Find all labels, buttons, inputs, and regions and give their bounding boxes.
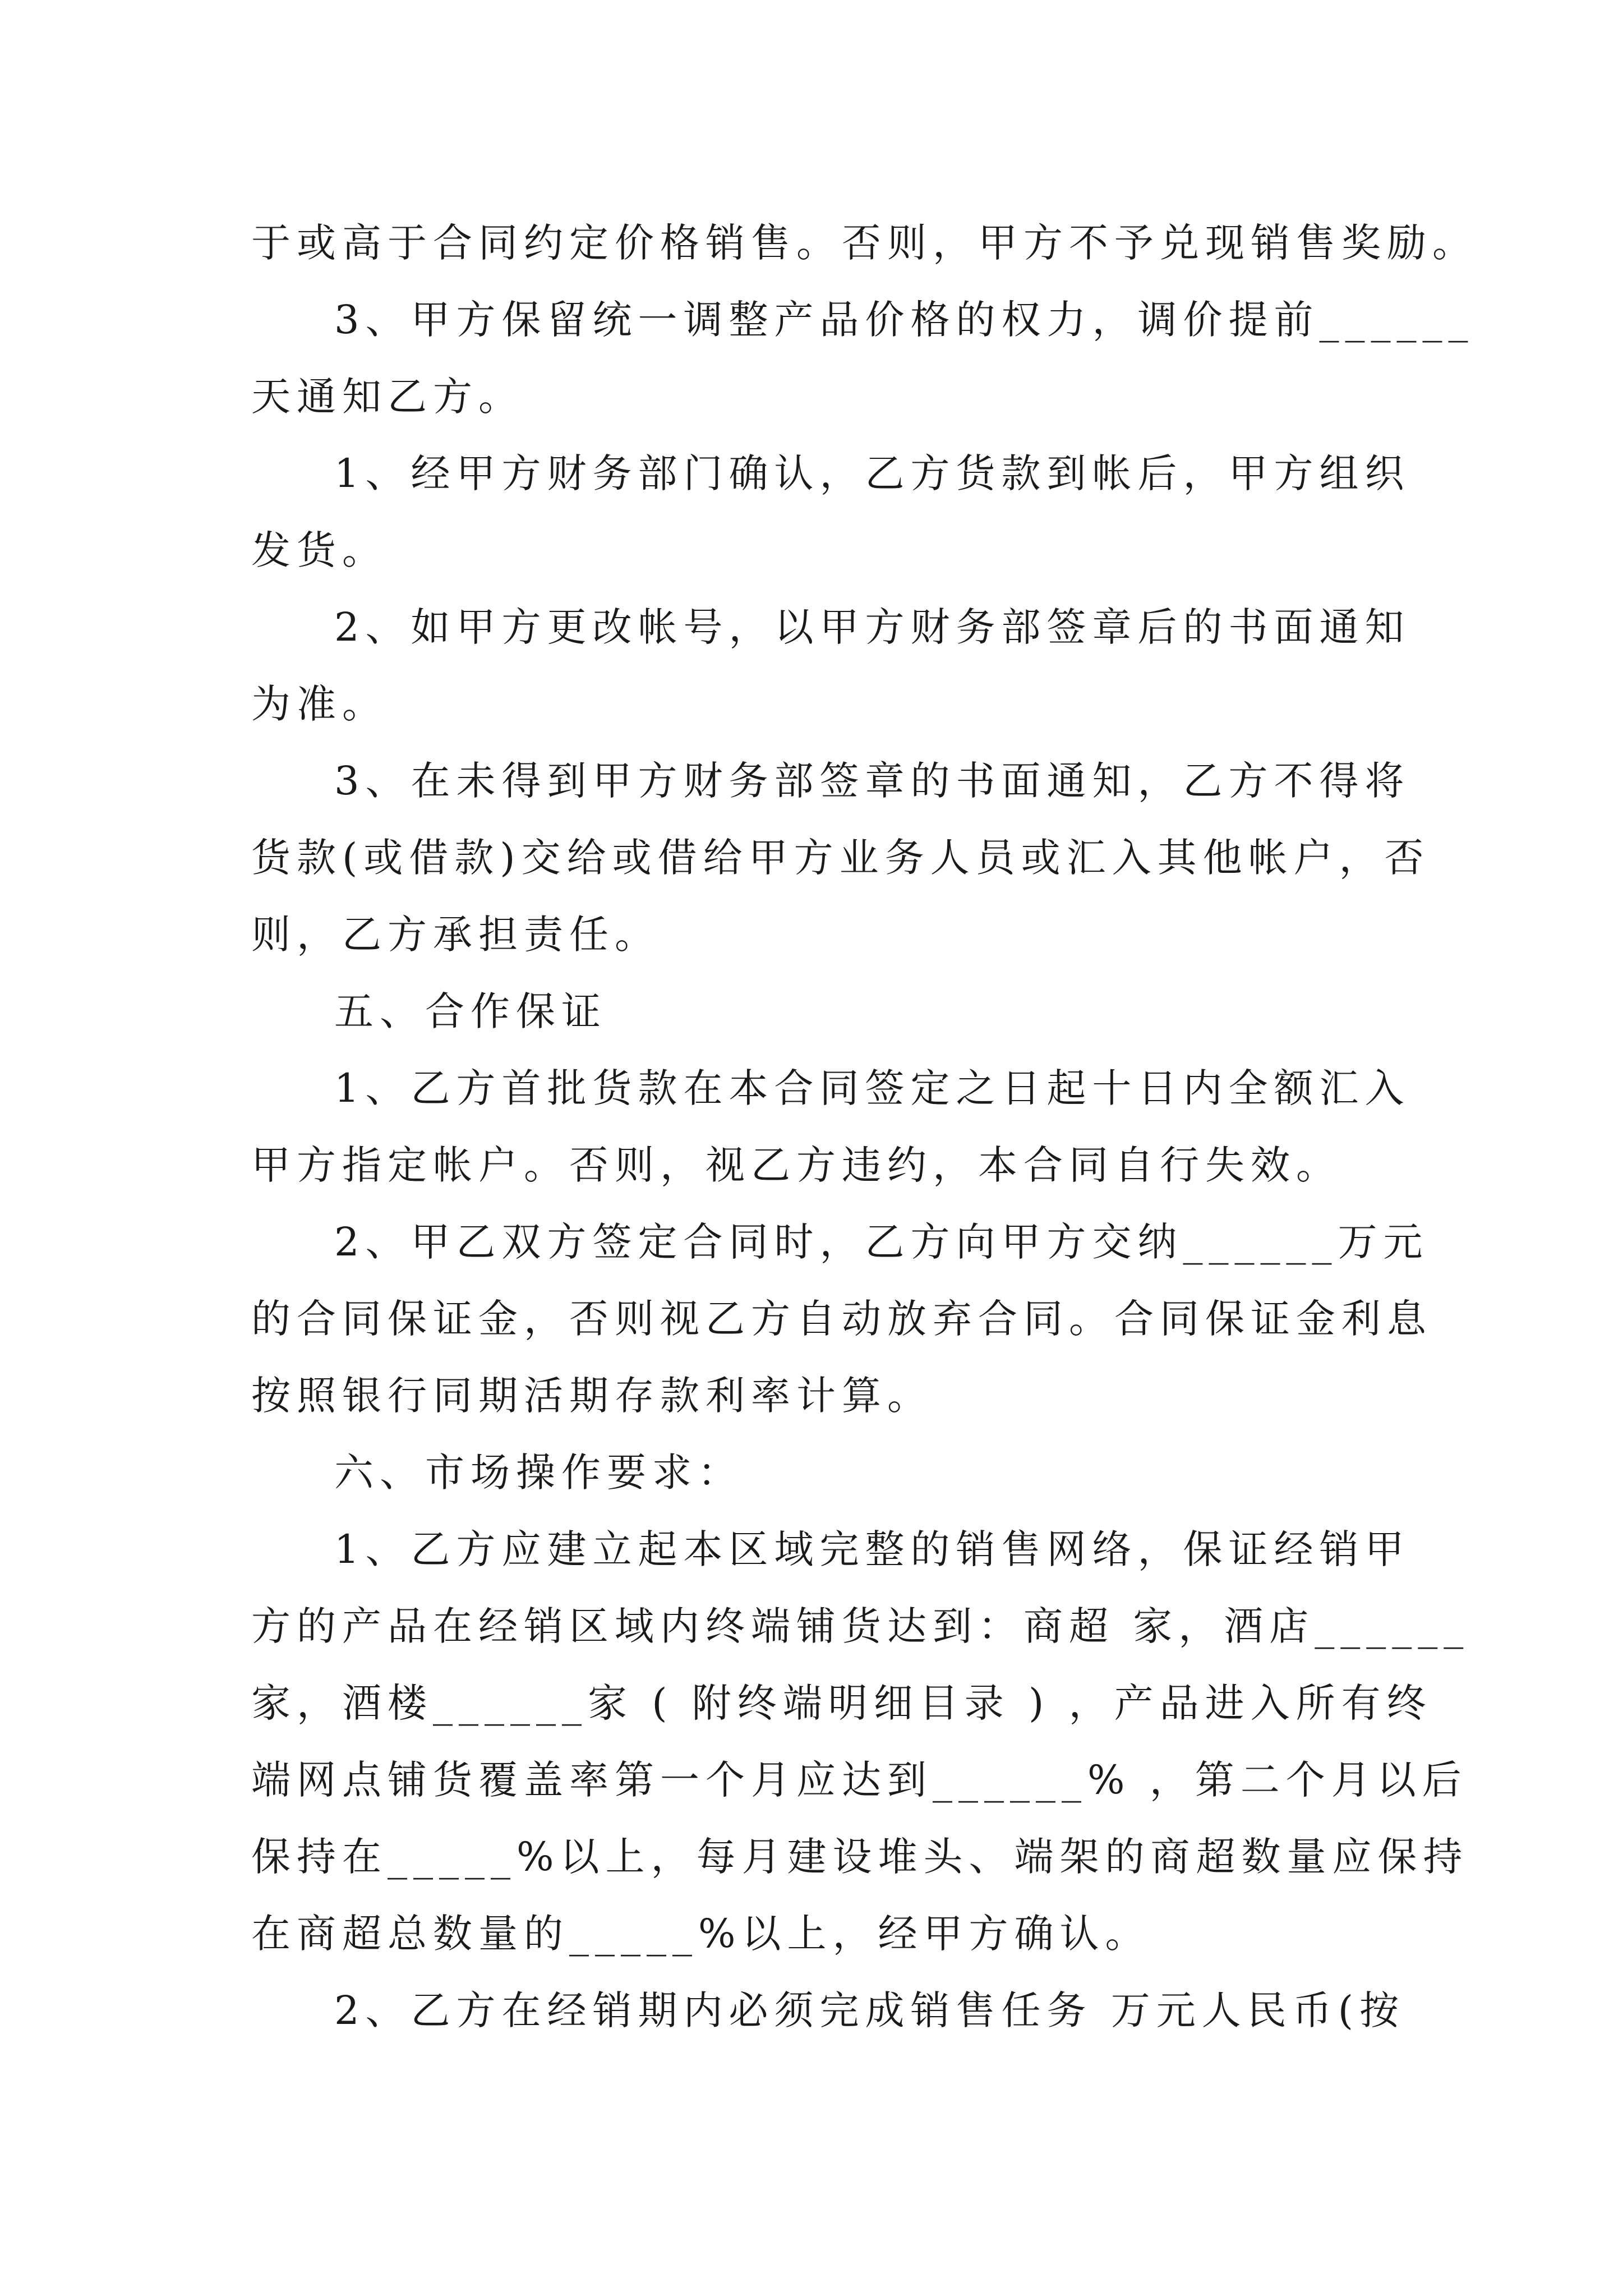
paragraph-line: 保持在_____%以上，每月建设堆头、端架的商超数量应保持 — [251, 1834, 1469, 1880]
paragraph-line: 的合同保证金，否则视乙方自动放弃合同。合同保证金利息 — [251, 1296, 1432, 1342]
paragraph-line: 于或高于合同约定价格销售。否则，甲方不予兑现销售奖励。 — [251, 220, 1478, 266]
paragraph-line: 为准。 — [251, 681, 388, 727]
paragraph-line: 1、乙方首批货款在本合同签定之日起十日内全额汇入 — [334, 1065, 1410, 1111]
paragraph-line: 2、如甲方更改帐号，以甲方财务部签章后的书面通知 — [334, 604, 1410, 650]
contract-body — [251, 205, 1478, 2049]
paragraph-line: 2、乙方在经销期内必须完成销售任务 万元人民币(按 — [334, 1987, 1405, 2033]
section-heading: 五、合作保证 — [334, 988, 607, 1034]
paragraph-line: 发货。 — [251, 527, 388, 573]
paragraph-line: 按照银行同期活期存款利率计算。 — [251, 1373, 933, 1419]
section-heading: 六、市场操作要求： — [334, 1450, 743, 1496]
paragraph-line: 方的产品在经销区域内终端铺货达到：商超 家，酒店______ — [251, 1603, 1470, 1649]
paragraph-line: 家，酒楼______家 ( 附终端明细目录 ) ，产品进入所有终 — [251, 1680, 1432, 1726]
paragraph-line: 货款(或借款)交给或借给甲方业务人员或汇入其他帐户，否 — [251, 835, 1430, 881]
paragraph-line: 3、甲方保留统一调整产品价格的权力，调价提前______ — [334, 297, 1474, 343]
paragraph-line: 3、在未得到甲方财务部签章的书面通知，乙方不得将 — [334, 758, 1410, 804]
paragraph-line: 则，乙方承担责任。 — [251, 912, 660, 958]
paragraph-line: 2、甲乙双方签定合同时，乙方向甲方交纳______万元 — [334, 1219, 1429, 1265]
paragraph-line: 甲方指定帐户。否则，视乙方违约，本合同自行失效。 — [251, 1142, 1341, 1188]
paragraph-line: 在商超总数量的_____%以上，经甲方确认。 — [251, 1911, 1151, 1957]
paragraph-line: 1、经甲方财务部门确认，乙方货款到帐后，甲方组织 — [334, 450, 1410, 496]
paragraph-line: 天通知乙方。 — [251, 374, 524, 420]
paragraph-line: 1、乙方应建立起本区域完整的销售网络，保证经销甲 — [334, 1526, 1410, 1572]
paragraph-line: 端网点铺货覆盖率第一个月应达到______% ，第二个月以后 — [251, 1757, 1468, 1803]
